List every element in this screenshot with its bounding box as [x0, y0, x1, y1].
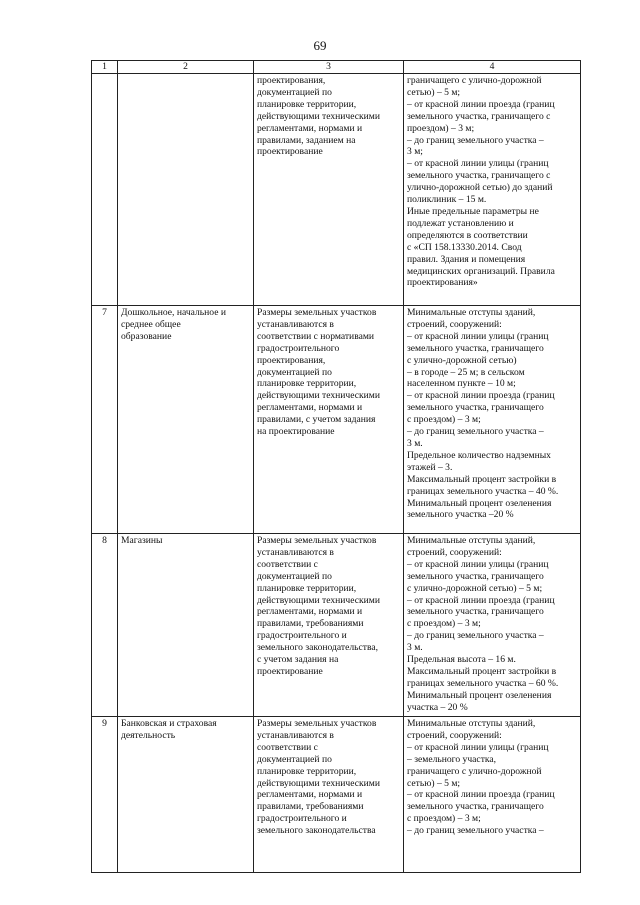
- text-line: земельного участка, граничащего: [407, 402, 544, 414]
- text-line: действующими техническими: [257, 110, 380, 122]
- text-line: – от красной линии улицы (границ: [407, 558, 549, 570]
- text-line: земельного участка, граничащего: [407, 801, 544, 813]
- text-line: – до границ земельного участка –: [407, 825, 544, 837]
- text-line: с учетом задания на: [257, 654, 339, 666]
- text-line: соответствии с нормативами: [257, 330, 375, 342]
- text-line: поликлиник – 15 м.: [407, 194, 487, 206]
- text-line: границах земельного участка – 40 %.: [407, 485, 559, 497]
- text-line: Минимальные отступы зданий,: [407, 718, 536, 729]
- text-line: правилами, требованиями: [257, 618, 364, 630]
- table-row-7: [92, 306, 581, 534]
- cell-requirements: [254, 306, 404, 534]
- text-line: регламентами, нормами и: [257, 402, 363, 414]
- text-line: градостроительного и: [257, 630, 347, 642]
- text-line: среднее общее: [121, 318, 181, 330]
- text-line: проектирования»: [407, 277, 478, 289]
- text-line: устанавливаются в: [257, 546, 334, 558]
- text-line: планировке территории,: [257, 98, 357, 110]
- text-line: проездом) – 3 м;: [407, 122, 475, 134]
- text-line: Максимальный процент застройки в: [407, 473, 557, 485]
- text-line: документацией по: [257, 86, 332, 98]
- text-line: Размеры земельных участков: [257, 718, 377, 729]
- text-line: правилами, заданием на: [257, 134, 356, 146]
- text-line: Банковская и страховая: [121, 718, 217, 729]
- text-line: – в городе – 25 м; в сельском: [407, 366, 525, 378]
- text-line: – земельного участка,: [407, 753, 497, 765]
- text-line: земельного участка –20 %: [407, 509, 514, 521]
- text-line: документацией по: [257, 366, 332, 378]
- text-line: документацией по: [257, 753, 332, 765]
- text-line: с улично-дорожной сетью): [407, 354, 517, 366]
- text-line: планировке территории,: [257, 378, 357, 390]
- text-line: населенном пункте – 10 м;: [407, 378, 516, 390]
- text-line: Минимальный процент озеленения: [407, 497, 552, 509]
- text-line: – от красной линии улицы (границ: [407, 741, 549, 753]
- text-line: строений, сооружений:: [407, 318, 502, 330]
- text-line: правилами, требованиями: [257, 801, 364, 813]
- text-line: документацией по: [257, 570, 332, 582]
- text-line: регламентами, нормами и: [257, 789, 363, 801]
- text-line: 3 м;: [407, 146, 423, 158]
- text-line: Размеры земельных участков: [257, 535, 377, 546]
- text-line: – от красной линии проезда (границ: [407, 390, 555, 402]
- text-line: земельного участка, граничащего с: [407, 170, 551, 182]
- text-line: участка – 20 %: [407, 701, 468, 713]
- text-line: планировке территории,: [257, 582, 357, 594]
- text-line: – до границ земельного участка –: [407, 134, 544, 146]
- text-line: сетью) – 5 м;: [407, 86, 461, 98]
- text-line: на проектирование: [257, 426, 335, 438]
- text-line: земельного законодательства: [257, 825, 376, 837]
- text-line: строений, сооружений:: [407, 546, 502, 558]
- page-number: 69: [313, 38, 327, 53]
- text-line: – до границ земельного участка –: [407, 630, 544, 642]
- table-header-row: [92, 61, 581, 74]
- text-line: подлежат установлению и: [407, 217, 514, 229]
- cell-num: [92, 74, 118, 306]
- text-line: Минимальный процент озеленения: [407, 689, 552, 701]
- text-line: градостроительного: [257, 342, 340, 354]
- text-line: соответствии с: [257, 558, 318, 570]
- text-line: Размеры земельных участков: [257, 307, 377, 318]
- text-line: Минимальные отступы зданий,: [407, 307, 536, 318]
- text-line: Минимальные отступы зданий,: [407, 535, 536, 546]
- text-line: Предельное количество надземных: [407, 449, 551, 461]
- text-line: Максимальный процент застройки в: [407, 665, 557, 677]
- text-line: граничащего с улично-дорожной: [407, 765, 542, 777]
- text-line: земельного законодательства,: [257, 642, 379, 654]
- cell-name: [118, 74, 254, 306]
- text-line: с проездом) – 3 м;: [407, 618, 481, 630]
- header-col-1: 1: [92, 61, 118, 74]
- text-line: строений, сооружений:: [407, 729, 502, 741]
- cell-name: [118, 534, 254, 717]
- text-line: регламентами, нормами и: [257, 606, 363, 618]
- text-line: – от красной линии проезда (границ: [407, 98, 555, 110]
- cell-num: 8: [92, 534, 118, 717]
- text-line: Дошкольное, начальное и: [121, 307, 227, 318]
- cell-parameters: [404, 534, 581, 717]
- table-row-8: [92, 534, 581, 717]
- text-line: – от красной линии проезда (границ: [407, 789, 555, 801]
- text-line: проектирование: [257, 146, 323, 158]
- text-line: – от красной линии проезда (границ: [407, 594, 555, 606]
- text-line: соответствии с: [257, 741, 318, 753]
- text-line: планировке территории,: [257, 765, 357, 777]
- header-col-4: 4: [404, 61, 581, 74]
- text-line: проектирования,: [257, 75, 326, 86]
- text-line: действующими техническими: [257, 390, 380, 402]
- text-line: медицинских организаций. Правила: [407, 265, 555, 277]
- text-line: 3 м.: [407, 642, 423, 654]
- text-line: этажей – 3.: [407, 461, 453, 473]
- cell-requirements: [254, 717, 404, 873]
- text-line: с «СП 158.13330.2014. Свод: [407, 241, 522, 253]
- text-line: земельного участка, граничащего: [407, 570, 544, 582]
- text-line: правилами, с учетом задания: [257, 414, 376, 426]
- text-line: проектирование: [257, 665, 323, 677]
- table-row-9: [92, 717, 581, 873]
- text-line: Предельная высота – 16 м.: [407, 654, 516, 666]
- text-line: границах земельного участка – 60 %.: [407, 677, 559, 689]
- cell-parameters: [404, 306, 581, 534]
- header-col-2: 2: [118, 61, 254, 74]
- text-line: определяются в соответствии: [407, 229, 528, 241]
- text-line: регламентами, нормами и: [257, 122, 363, 134]
- text-line: улично-дорожной сетью) до зданий: [407, 182, 553, 194]
- text-line: правил. Здания и помещения: [407, 253, 526, 265]
- cell-requirements: [254, 534, 404, 717]
- table-row-continuation: [92, 74, 581, 306]
- cell-name: [118, 306, 254, 534]
- text-line: деятельность: [121, 729, 176, 741]
- cell-parameters: [404, 74, 581, 306]
- text-line: граничащего с улично-дорожной: [407, 75, 542, 86]
- text-line: сетью) – 5 м;: [407, 777, 461, 789]
- text-line: устанавливаются в: [257, 729, 334, 741]
- text-line: образование: [121, 330, 172, 342]
- regulations-table: [91, 60, 581, 873]
- text-line: 3 м.: [407, 437, 423, 449]
- text-line: – до границ земельного участка –: [407, 426, 544, 438]
- text-line: земельного участка, граничащего: [407, 606, 544, 618]
- text-line: – от красной линии улицы (границ: [407, 158, 549, 170]
- header-col-3: 3: [254, 61, 404, 74]
- text-line: с проездом) – 3 м;: [407, 813, 481, 825]
- text-line: Иные предельные параметры не: [407, 205, 539, 217]
- text-line: земельного участка, граничащего с: [407, 110, 551, 122]
- cell-parameters: [404, 717, 581, 873]
- cell-name: [118, 717, 254, 873]
- cell-num: 9: [92, 717, 118, 873]
- text-line: – от красной линии улицы (границ: [407, 330, 549, 342]
- text-line: действующими техническими: [257, 594, 380, 606]
- text-line: с проездом) – 3 м;: [407, 414, 481, 426]
- text-line: земельного участка, граничащего: [407, 342, 544, 354]
- text-line: действующими техническими: [257, 777, 380, 789]
- text-line: с улично-дорожной сетью) – 5 м;: [407, 582, 543, 594]
- text-line: проектирования,: [257, 354, 326, 366]
- cell-requirements: [254, 74, 404, 306]
- text-line: устанавливаются в: [257, 318, 334, 330]
- cell-num: 7: [92, 306, 118, 534]
- text-line: градостроительного и: [257, 813, 347, 825]
- text-line: Магазины: [121, 535, 163, 546]
